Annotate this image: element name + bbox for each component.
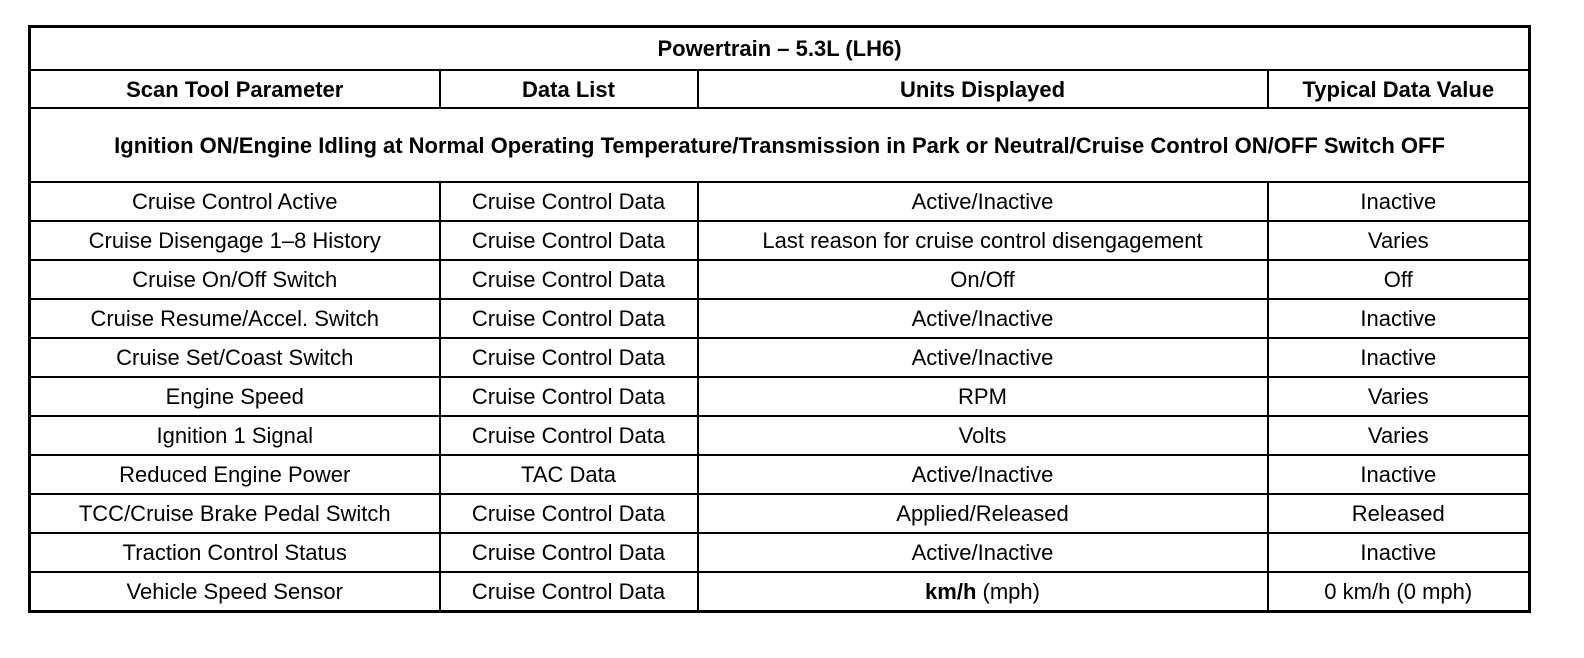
data-list-cell: Cruise Control Data — [440, 572, 698, 612]
table-row — [30, 338, 1530, 377]
data-list-cell: Cruise Control Data — [440, 338, 698, 377]
typical-value-cell: 0 km/h (0 mph) — [1268, 572, 1530, 612]
units-cell: Active/Inactive — [698, 533, 1268, 572]
typical-value-cell: Inactive — [1268, 338, 1530, 377]
parameter-cell: Reduced Engine Power — [30, 455, 440, 494]
units-cell: Active/Inactive — [698, 182, 1268, 221]
table-row — [30, 299, 1530, 338]
table-row — [30, 533, 1530, 572]
typical-value-cell: Inactive — [1268, 299, 1530, 338]
units-cell: Last reason for cruise control disengagement — [698, 221, 1268, 260]
table-header-row — [30, 70, 1530, 108]
parameter-cell: Cruise Disengage 1–8 History — [30, 221, 440, 260]
parameter-cell: Cruise Control Active — [30, 182, 440, 221]
condition-row — [30, 108, 1530, 182]
typical-value-cell: Varies — [1268, 416, 1530, 455]
units-bold-part: km/h — [925, 579, 977, 604]
table-row — [30, 455, 1530, 494]
units-cell: Applied/Released — [698, 494, 1268, 533]
typical-value-cell: Off — [1268, 260, 1530, 299]
table-row — [30, 494, 1530, 533]
data-list-cell: TAC Data — [440, 455, 698, 494]
test-condition: Ignition ON/Engine Idling at Normal Operating Temperature/Transmission in Park or Neutral/Cruise Control ON/OFF Switch OFF — [30, 108, 1530, 182]
table-row — [30, 572, 1530, 612]
table-row — [30, 221, 1530, 260]
units-cell: Active/Inactive — [698, 455, 1268, 494]
data-list-cell: Cruise Control Data — [440, 260, 698, 299]
parameter-cell: Cruise Resume/Accel. Switch — [30, 299, 440, 338]
typical-value-cell: Inactive — [1268, 182, 1530, 221]
table-title: Powertrain – 5.3L (LH6) — [30, 27, 1530, 71]
units-cell: Active/Inactive — [698, 338, 1268, 377]
typical-value-cell: Inactive — [1268, 533, 1530, 572]
data-list-cell: Cruise Control Data — [440, 182, 698, 221]
data-list-cell: Cruise Control Data — [440, 221, 698, 260]
scan-tool-data-table — [28, 25, 1531, 613]
header-scan-tool-parameter: Scan Tool Parameter — [30, 70, 440, 108]
typical-value-cell: Varies — [1268, 377, 1530, 416]
units-rest-part: (mph) — [976, 579, 1040, 604]
data-list-cell: Cruise Control Data — [440, 494, 698, 533]
scan-tool-data-table-container — [28, 25, 1531, 613]
parameter-cell: Cruise On/Off Switch — [30, 260, 440, 299]
table-row — [30, 182, 1530, 221]
table-title-row — [30, 27, 1530, 71]
units-cell: On/Off — [698, 260, 1268, 299]
parameter-cell: Cruise Set/Coast Switch — [30, 338, 440, 377]
table-row — [30, 416, 1530, 455]
parameter-cell: Ignition 1 Signal — [30, 416, 440, 455]
units-cell: Volts — [698, 416, 1268, 455]
data-list-cell: Cruise Control Data — [440, 377, 698, 416]
header-units-displayed: Units Displayed — [698, 70, 1268, 108]
table-row — [30, 260, 1530, 299]
units-cell: Active/Inactive — [698, 299, 1268, 338]
parameter-cell: TCC/Cruise Brake Pedal Switch — [30, 494, 440, 533]
header-typical-data-value: Typical Data Value — [1268, 70, 1530, 108]
parameter-cell: Engine Speed — [30, 377, 440, 416]
typical-value-cell: Varies — [1268, 221, 1530, 260]
table-row — [30, 377, 1530, 416]
data-list-cell: Cruise Control Data — [440, 533, 698, 572]
typical-value-cell: Released — [1268, 494, 1530, 533]
parameter-cell: Traction Control Status — [30, 533, 440, 572]
data-list-cell: Cruise Control Data — [440, 299, 698, 338]
units-cell: RPM — [698, 377, 1268, 416]
units-cell — [698, 572, 1268, 612]
typical-value-cell: Inactive — [1268, 455, 1530, 494]
header-data-list: Data List — [440, 70, 698, 108]
parameter-cell: Vehicle Speed Sensor — [30, 572, 440, 612]
data-list-cell: Cruise Control Data — [440, 416, 698, 455]
